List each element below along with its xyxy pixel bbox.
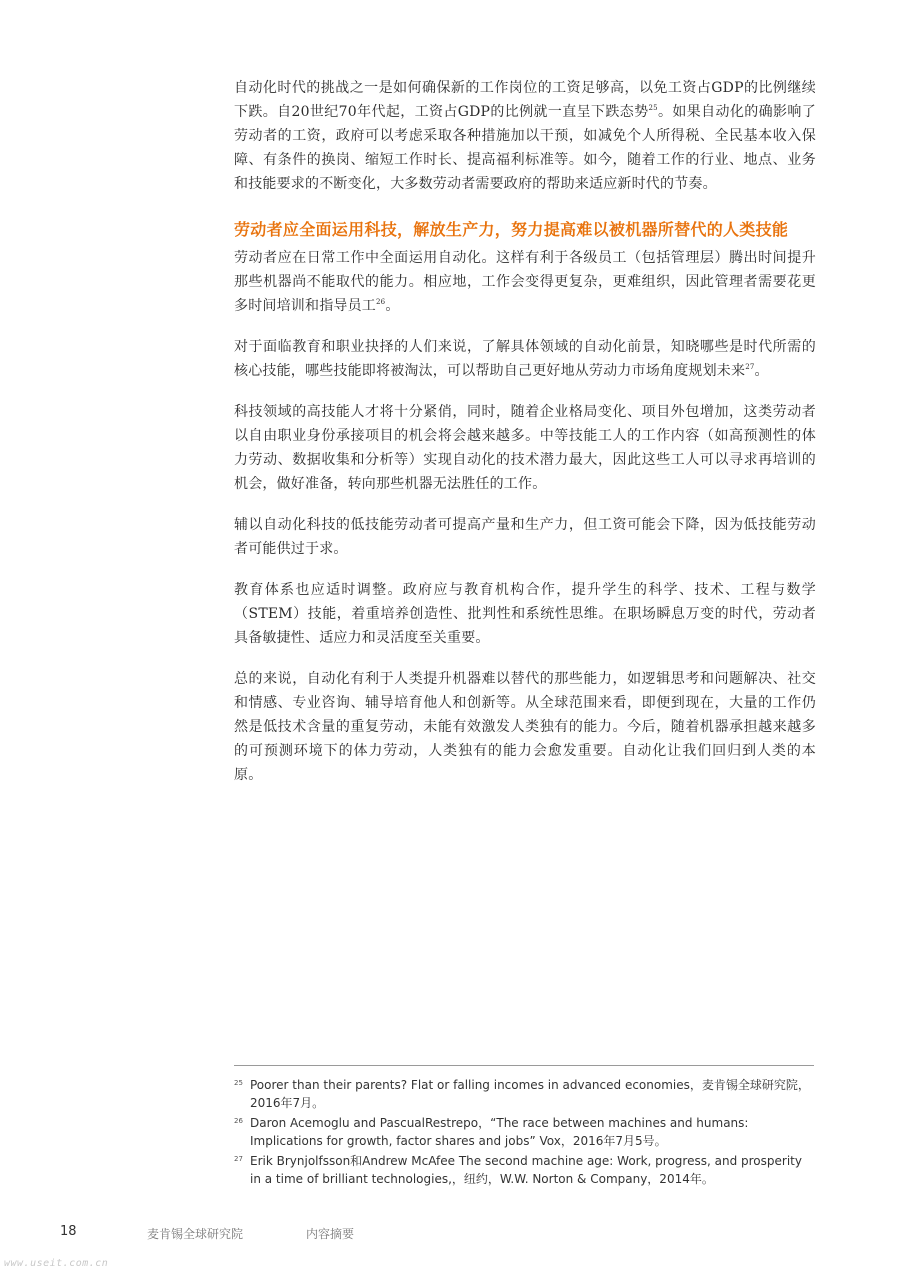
paragraph-text: 劳动者应在日常工作中全面运用自动化。这样有利于各级员工（包括管理层）腾出时间提升那些机器尚不能取代的能力。相应地，工作会变得更复杂，更难组织，因此管理者需要花更多时间培训和指导员工 <box>234 250 816 314</box>
footnote-number: 25 <box>234 1079 243 1087</box>
page-footer <box>0 1224 905 1248</box>
paragraph-low-skill-workers: 辅以自动化科技的低技能劳动者可提高产量和生产力，但工资可能会下降，因为低技能劳动者可能供过于求。 <box>234 517 816 557</box>
footnote-ref-26[interactable]: 26 <box>376 298 386 306</box>
paragraph-career-choices <box>234 335 816 383</box>
paragraph-text: 自动化时代的挑战之一是如何确保新的工作岗位的工资足够高，以免工资占GDP的比例继续下跌。自20世纪70年代起，工资占GDP的比例就一直呈下跌态势 <box>234 80 816 120</box>
footnote-number: 27 <box>234 1155 243 1163</box>
footer-section-title: 内容摘要 <box>306 1227 355 1241</box>
paragraph-text-tail: 。如果自动化的确影响了劳动者的工资，政府可以考虑采取各种措施加以干预，如减免个人所得税、全民基本收入保障、有条件的换岗、缩短工作时长、提高福利标准等。如今，随着工作的行业、地点、业务和技能要求的不断变化，大多数劳动者需要政府的帮助来适应新时代的节奏。 <box>234 104 817 192</box>
paragraph-high-skill-talent: 科技领域的高技能人才将十分紧俏，同时，随着企业格局变化、项目外包增加，这类劳动者以自由职业身份承接项目的机会将会越来越多。中等技能工人的工作内容（如高预测性的体力劳动、数据收集和分析等）实现自动化的技术潜力最大，因此这些工人可以寻求再培训的机会，做好准备，转向那些机器无法胜任的工作。 <box>234 404 816 492</box>
footnote-text: Poorer than their parents? Flat or falling incomes in advanced economies，麦肯锡全球研究院，2016年7月。 <box>250 1078 810 1110</box>
section-heading: 劳动者应全面运用科技，解放生产力，努力提高难以被机器所替代的人类技能 <box>234 220 789 239</box>
footnote-divider <box>234 1065 814 1066</box>
paragraph-text-tail: 。 <box>754 363 769 379</box>
paragraph-text: 对于面临教育和职业抉择的人们来说，了解具体领域的自动化前景，知晓哪些是时代所需的核心技能，哪些技能即将被淘汰，可以帮助自己更好地从劳动力市场角度规划未来 <box>234 339 816 379</box>
footnote-number: 26 <box>234 1117 243 1125</box>
footnote-text: Daron Acemoglu and PascualRestrepo，“The race between machines and humans: Implications for growth, factor shares and jobs” Vox，2016年7月5号。 <box>250 1116 749 1148</box>
paragraph-automation-usage <box>234 246 816 318</box>
paragraph-text-tail: 。 <box>385 298 400 314</box>
footnotes <box>234 1076 814 1190</box>
footnote-text: Erik Brynjolfsson和Andrew McAfee The second machine age: Work, progress, and prosperity in a time of brilliant technologies,，纽约，W.W. Norton & Company，2014年。 <box>250 1154 802 1186</box>
page-number: 18 <box>60 1224 77 1239</box>
footer-publisher: 麦肯锡全球研究院 <box>147 1227 244 1241</box>
footnote-item <box>234 1114 814 1150</box>
main-content <box>234 76 816 804</box>
paragraph-conclusion: 总的来说，自动化有利于人类提升机器难以替代的那些能力，如逻辑思考和问题解决、社交和情感、专业咨询、辅导培育他人和创新等。从全球范围来看，即便到现在，大量的工作仍然是低技术含量的重复劳动，未能有效激发人类独有的能力。今后，随着机器承担越来越多的可预测环境下的体力劳动，人类独有的能力会愈发重要。自动化让我们回归到人类的本原。 <box>234 671 816 783</box>
footnote-item <box>234 1076 814 1112</box>
footnote-ref-25[interactable]: 25 <box>648 104 658 112</box>
watermark: www.useit.com.cn <box>4 1258 109 1269</box>
footnote-item <box>234 1152 814 1188</box>
footnote-ref-27[interactable]: 27 <box>745 363 755 371</box>
paragraph-education-system: 教育体系也应适时调整。政府应与教育机构合作，提升学生的科学、技术、工程与数学（STEM）技能，着重培养创造性、批判性和系统性思维。在职场瞬息万变的时代，劳动者具备敏捷性、适应力和灵活度至关重要。 <box>234 582 816 646</box>
paragraph-wage-share <box>234 76 816 196</box>
